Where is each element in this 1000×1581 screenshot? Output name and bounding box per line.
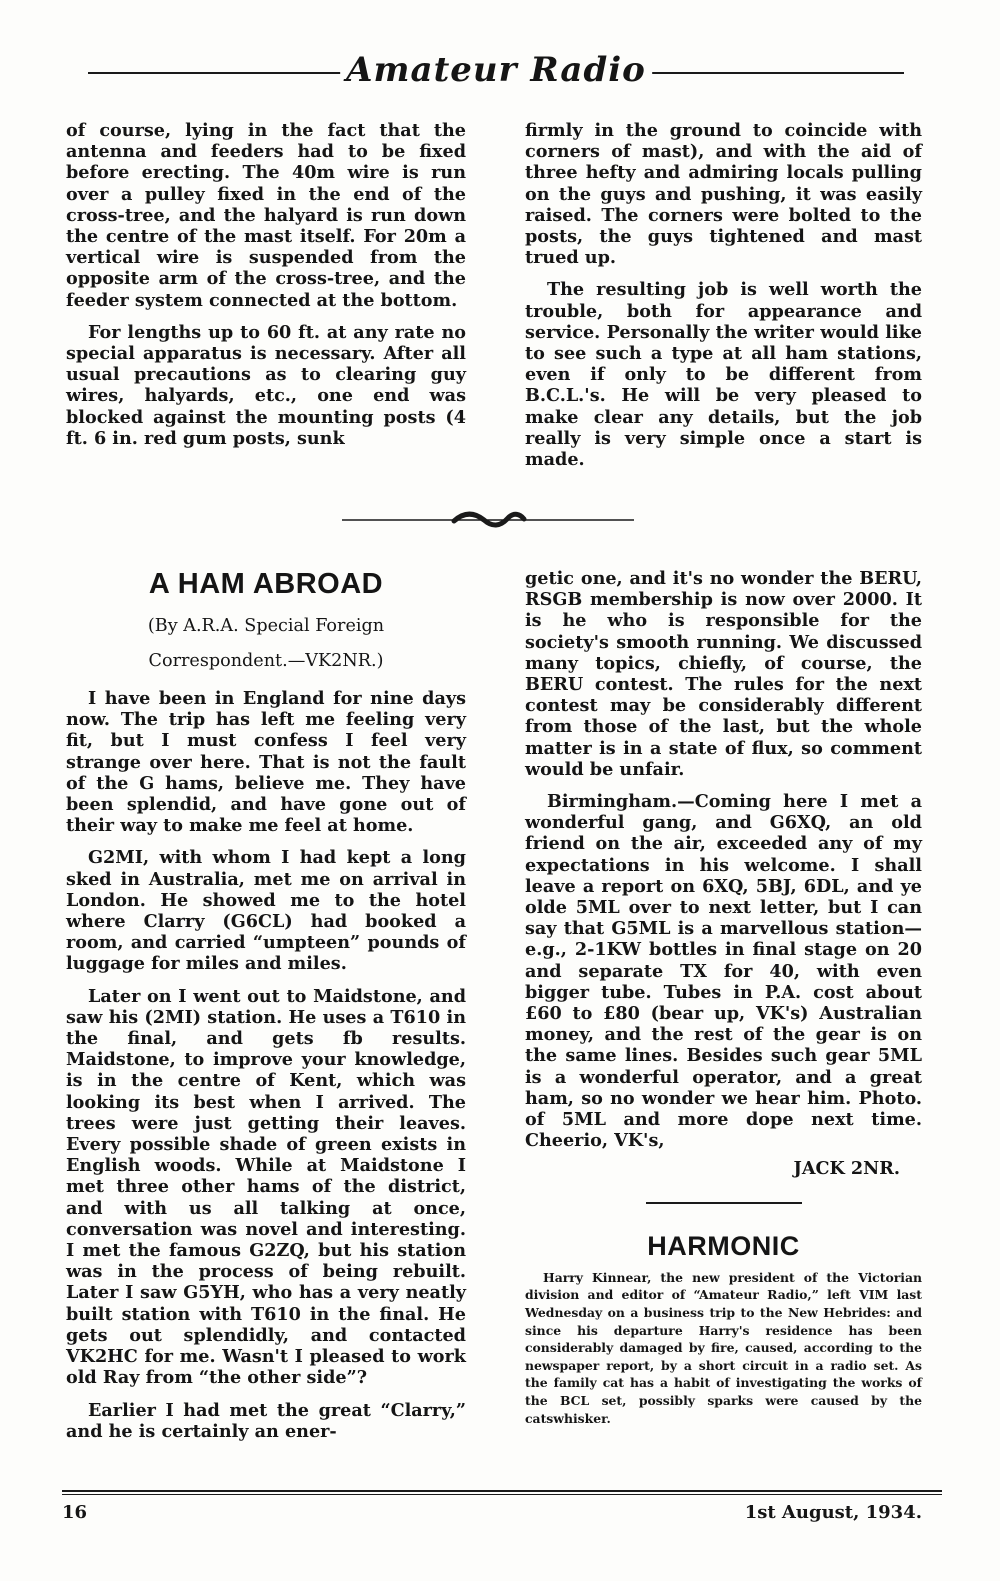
article-right-column — [525, 568, 922, 1427]
article-byline — [66, 616, 466, 672]
article-signoff: JACK 2NR. — [793, 1158, 900, 1180]
section-rule — [646, 1202, 802, 1204]
paragraph: I have been in England for nine days now. The trip has left me feeling very fit, but I must confess I feel very strange over here. That is not the fault of the G hams, believe me. They have been splendid, and have gone out of their way to make me feel at home. — [66, 688, 466, 837]
page-number: 16 — [62, 1502, 88, 1523]
paragraph: getic one, and it's no wonder the BERU, RSGB membership is now over 2000. It is he who is responsible for the society's smooth running. We discussed many topics, chiefly, of course, the BERU contest. The rules for the next contest may be considerably different from those of the last, but the whole matter is in a state of flux, so comment would be unfair. — [525, 568, 922, 780]
article-left-column — [66, 566, 466, 1453]
footer-rule — [62, 1490, 942, 1492]
byline-line-1: (By A.R.A. Special Foreign — [147, 616, 385, 636]
issue-date: 1st August, 1934. — [744, 1502, 922, 1523]
paragraph: Earlier I had met the great “Clarry,” and he is certainly an ener- — [66, 1399, 466, 1442]
paragraph: For lengths up to 60 ft. at any rate no special apparatus is necessary. After all usual precautions as to clearing guy wires, halyards, etc., one end was blocked against the mounting posts (4 ft. 6 in. red gum posts, sunk — [66, 321, 466, 449]
masthead-logo: Amateur Radio — [340, 48, 652, 92]
paragraph: The resulting job is well worth the trouble, both for appearance and service. Personally the writer would like to see such a type at all ham stations, even if only to be different from B.C.L.'s. He will be very pleased to make clear any details, but the job really is very simple once a start is made. — [525, 279, 922, 471]
paragraph: firmly in the ground to coincide with corners of mast), and with the aid of three hefty and admiring locals pulling on the guys and pushing, it was easily raised. The corners were bolted to the posts, the guys tightened and mast trued up. — [525, 120, 922, 269]
continued-article-right-column — [525, 120, 922, 481]
paragraph: Later on I went out to Maidstone, and saw his (2MI) station. He uses a T610 in the final, and gets fb results. Maidstone, to improve your knowledge, is in the centre of Kent, which was looking its best when I arrived. The trees were just getting their leaves. Every possible shade of green exists in English woods. While at Maidstone I met three other hams of the district, and with us all talking at once, conversation was novel and interesting. I met the famous G2ZQ, but his station was in the process of being rebuilt. Later I saw G5YH, who has a very neatly built station with T610 in the final. He gets out splendidly, and contacted VK2HC for me. Wasn't I pleased to work old Ray from “the other side”? — [66, 985, 466, 1389]
article-headline: A HAM ABROAD — [148, 568, 384, 600]
masthead — [88, 48, 904, 94]
ornamental-divider — [342, 506, 634, 534]
harmonic-headline: HARMONIC — [647, 1230, 800, 1261]
byline-line-2: Correspondent.—VK2NR.) — [148, 651, 384, 671]
footer-rule-thin — [62, 1494, 942, 1495]
paragraph: of course, lying in the fact that the antenna and feeders had to be fixed before erecting. The 40m wire is run over a pulley fixed in the end of the cross-tree, and the halyard is run down the centre of the mast itself. For 20m a vertical wire is suspended from the opposite arm of the cross-tree, and the feeder system connected at the bottom. — [66, 120, 466, 311]
continued-article-left-column — [66, 120, 466, 460]
paragraph: G2MI, with whom I had kept a long sked in Australia, met me on arrival in London. He showed me to the hotel where Clarry (G6CL) had booked a room, and carried “umpteen” pounds of luggage for miles and miles. — [66, 847, 466, 975]
harmonic-body: Harry Kinnear, the new president of the Victorian division and editor of “Amateur Radio,” left VIM last Wednesday on a business trip to the New Hebrides: and since his departure Harry's residence has been considerably damaged by fire, caused, according to the newspaper report, by a short circuit in a radio set. As the family cat has a habit of investigating the works of the BCL set, possibly sparks were caused by the catswhisker. — [525, 1269, 922, 1426]
paragraph: Birmingham.—Coming here I met a wonderful gang, and G6XQ, an old friend on the air, exceeded any of my expectations in his welcome. I shall leave a report on 6XQ, 5BJ, 6DL, and ye olde 5ML over to next letter, but I can say that G5ML is a marvellous station—e.g., 2-1KW bottles in final stage on 20 and separate TX for 40, with even bigger tube. Tubes in P.A. cost about £60 to £80 (bear up, VK's) Australian money, and the rest of the gear is on the same lines. Besides such gear 5ML is a wonderful operator, and a great ham, so no wonder we hear him. Photo. of 5ML and more dope next time. Cheerio, VK's, — [525, 791, 922, 1152]
